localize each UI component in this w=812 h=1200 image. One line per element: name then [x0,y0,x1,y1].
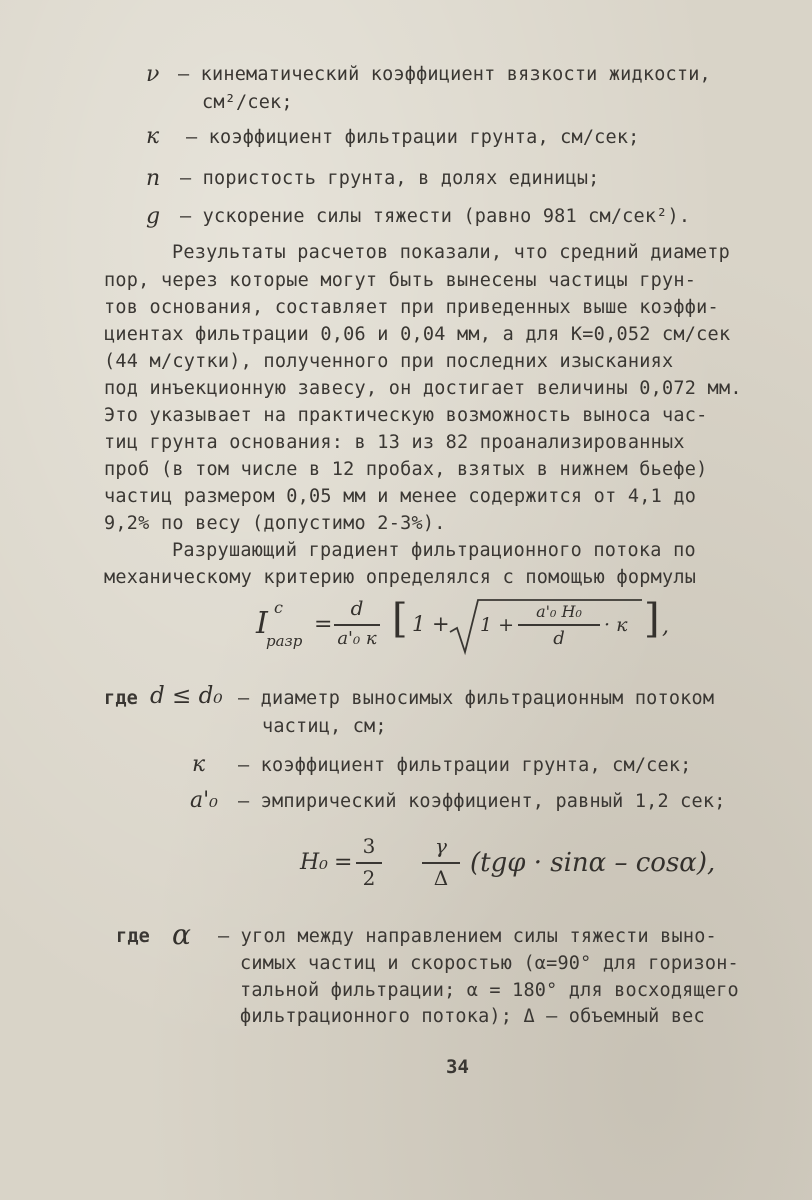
definition-k-mid: – коэффициент фильтрации грунта, см/сек; [238,755,692,776]
formula-equals: = [314,612,333,637]
formula-frac-den: a'₀ к [337,628,377,649]
text-line: под инъекционную завесу, он достигает величины 0,072 мм. [104,378,742,399]
formula-inner-one-plus: 1 + [480,614,515,636]
definition-n: – пористость грунта, в долях единицы; [180,168,600,189]
text-line: 9,2% по весу (допустимо 2-3%). [104,513,446,534]
formula2-bar1 [356,862,382,864]
formula-inner-den: d [553,628,565,649]
formula2-den1: 2 [362,866,376,890]
text-line: (44 м/сутки), полученного при последних изысканиях [104,351,674,372]
formula-bracket-open: [ [392,596,408,642]
text-line: тиц грунта основания: в 13 из 82 проанализированных [104,432,685,453]
formula-trail: , [662,614,669,639]
definition-d: – диаметр выносимых фильтрационным потоком [238,688,715,709]
formula-one-plus: 1 + [412,612,450,636]
formula-frac-num: d [350,596,364,620]
formula-lhs-sup: c [274,598,283,617]
text-line: циентах фильтрации 0,06 и 0,04 мм, а для К=0,052 см/сек [104,324,731,345]
symbol-nu: ν [146,62,160,87]
symbol-g: g [146,204,161,229]
definition-k: – коэффициент фильтрации грунта, см/сек; [186,127,640,148]
formula-frac-bar [334,624,380,626]
definition-alpha-cont: тальной фильтрации; α = 180° для восходящего [240,980,739,1001]
definition-a0: – эмпирический коэффициент, равный 1,2 сек; [238,791,726,812]
definition-nu-units: см²/сек; [202,92,293,113]
definition-d-units: частиц, см; [262,716,387,737]
definition-g: – ускорение силы тяжести (равно 981 см/сек²). [180,206,691,227]
formula2-num1: 3 [362,834,376,858]
formula2-body: (tgφ · sinα – cosα), [470,848,716,878]
text-line: частиц размером 0,05 мм и менее содержится от 4,1 до [104,486,697,507]
symbol-d-le-d0: d ≤ d₀ [150,683,223,709]
formula-inner-bar [518,624,600,626]
text-line: Это указывает на практическую возможность выноса час- [104,405,708,426]
formula2-num2: γ [435,834,447,858]
formula-inner-times: · к [604,614,628,636]
symbol-k: к [146,124,160,149]
text-line: Результаты расчетов показали, что средний диаметр [172,242,731,263]
definition-nu: – кинематический коэффициент вязкости жидкости, [178,64,711,85]
text-line: Разрушающий градиент фильтрационного потока по [172,540,696,561]
formula2-lhs: H₀ [300,850,329,875]
text-line: проб (в том числе в 12 пробах, взятых в нижнем бьефе) [104,459,708,480]
formula2-bar2 [422,862,460,864]
formula2-equals: = [334,850,353,875]
formula-bracket-close: ] [644,596,660,642]
formula-inner-num: a'₀ H₀ [536,602,582,621]
symbol-k-mid: к [192,752,206,777]
formula-lhs-main: I [256,606,268,641]
symbol-a0: a'₀ [190,788,218,813]
symbol-n: n [146,166,161,191]
page-number: 34 [446,1056,469,1078]
text-line: пор, через которые могут быть вынесены частицы грун- [104,270,697,291]
formula-lhs-sub: разр [266,632,303,650]
where-label-bottom: где [116,926,151,947]
text-line: тов основания, составляет при приведенных выше коэффи- [104,297,719,318]
definition-alpha: – угол между направлением силы тяжести выно- [218,926,717,947]
symbol-alpha: α [172,918,191,951]
where-label: где [104,688,139,709]
definition-alpha-cont: симых частиц и скоростью (α=90° для горизон- [240,953,739,974]
formula2-den2: Δ [433,866,449,890]
text-line: механическому критерию определялся с помощью формулы [104,567,697,588]
definition-alpha-cont: фильтрационного потока); Δ – объемный вес [240,1006,705,1027]
